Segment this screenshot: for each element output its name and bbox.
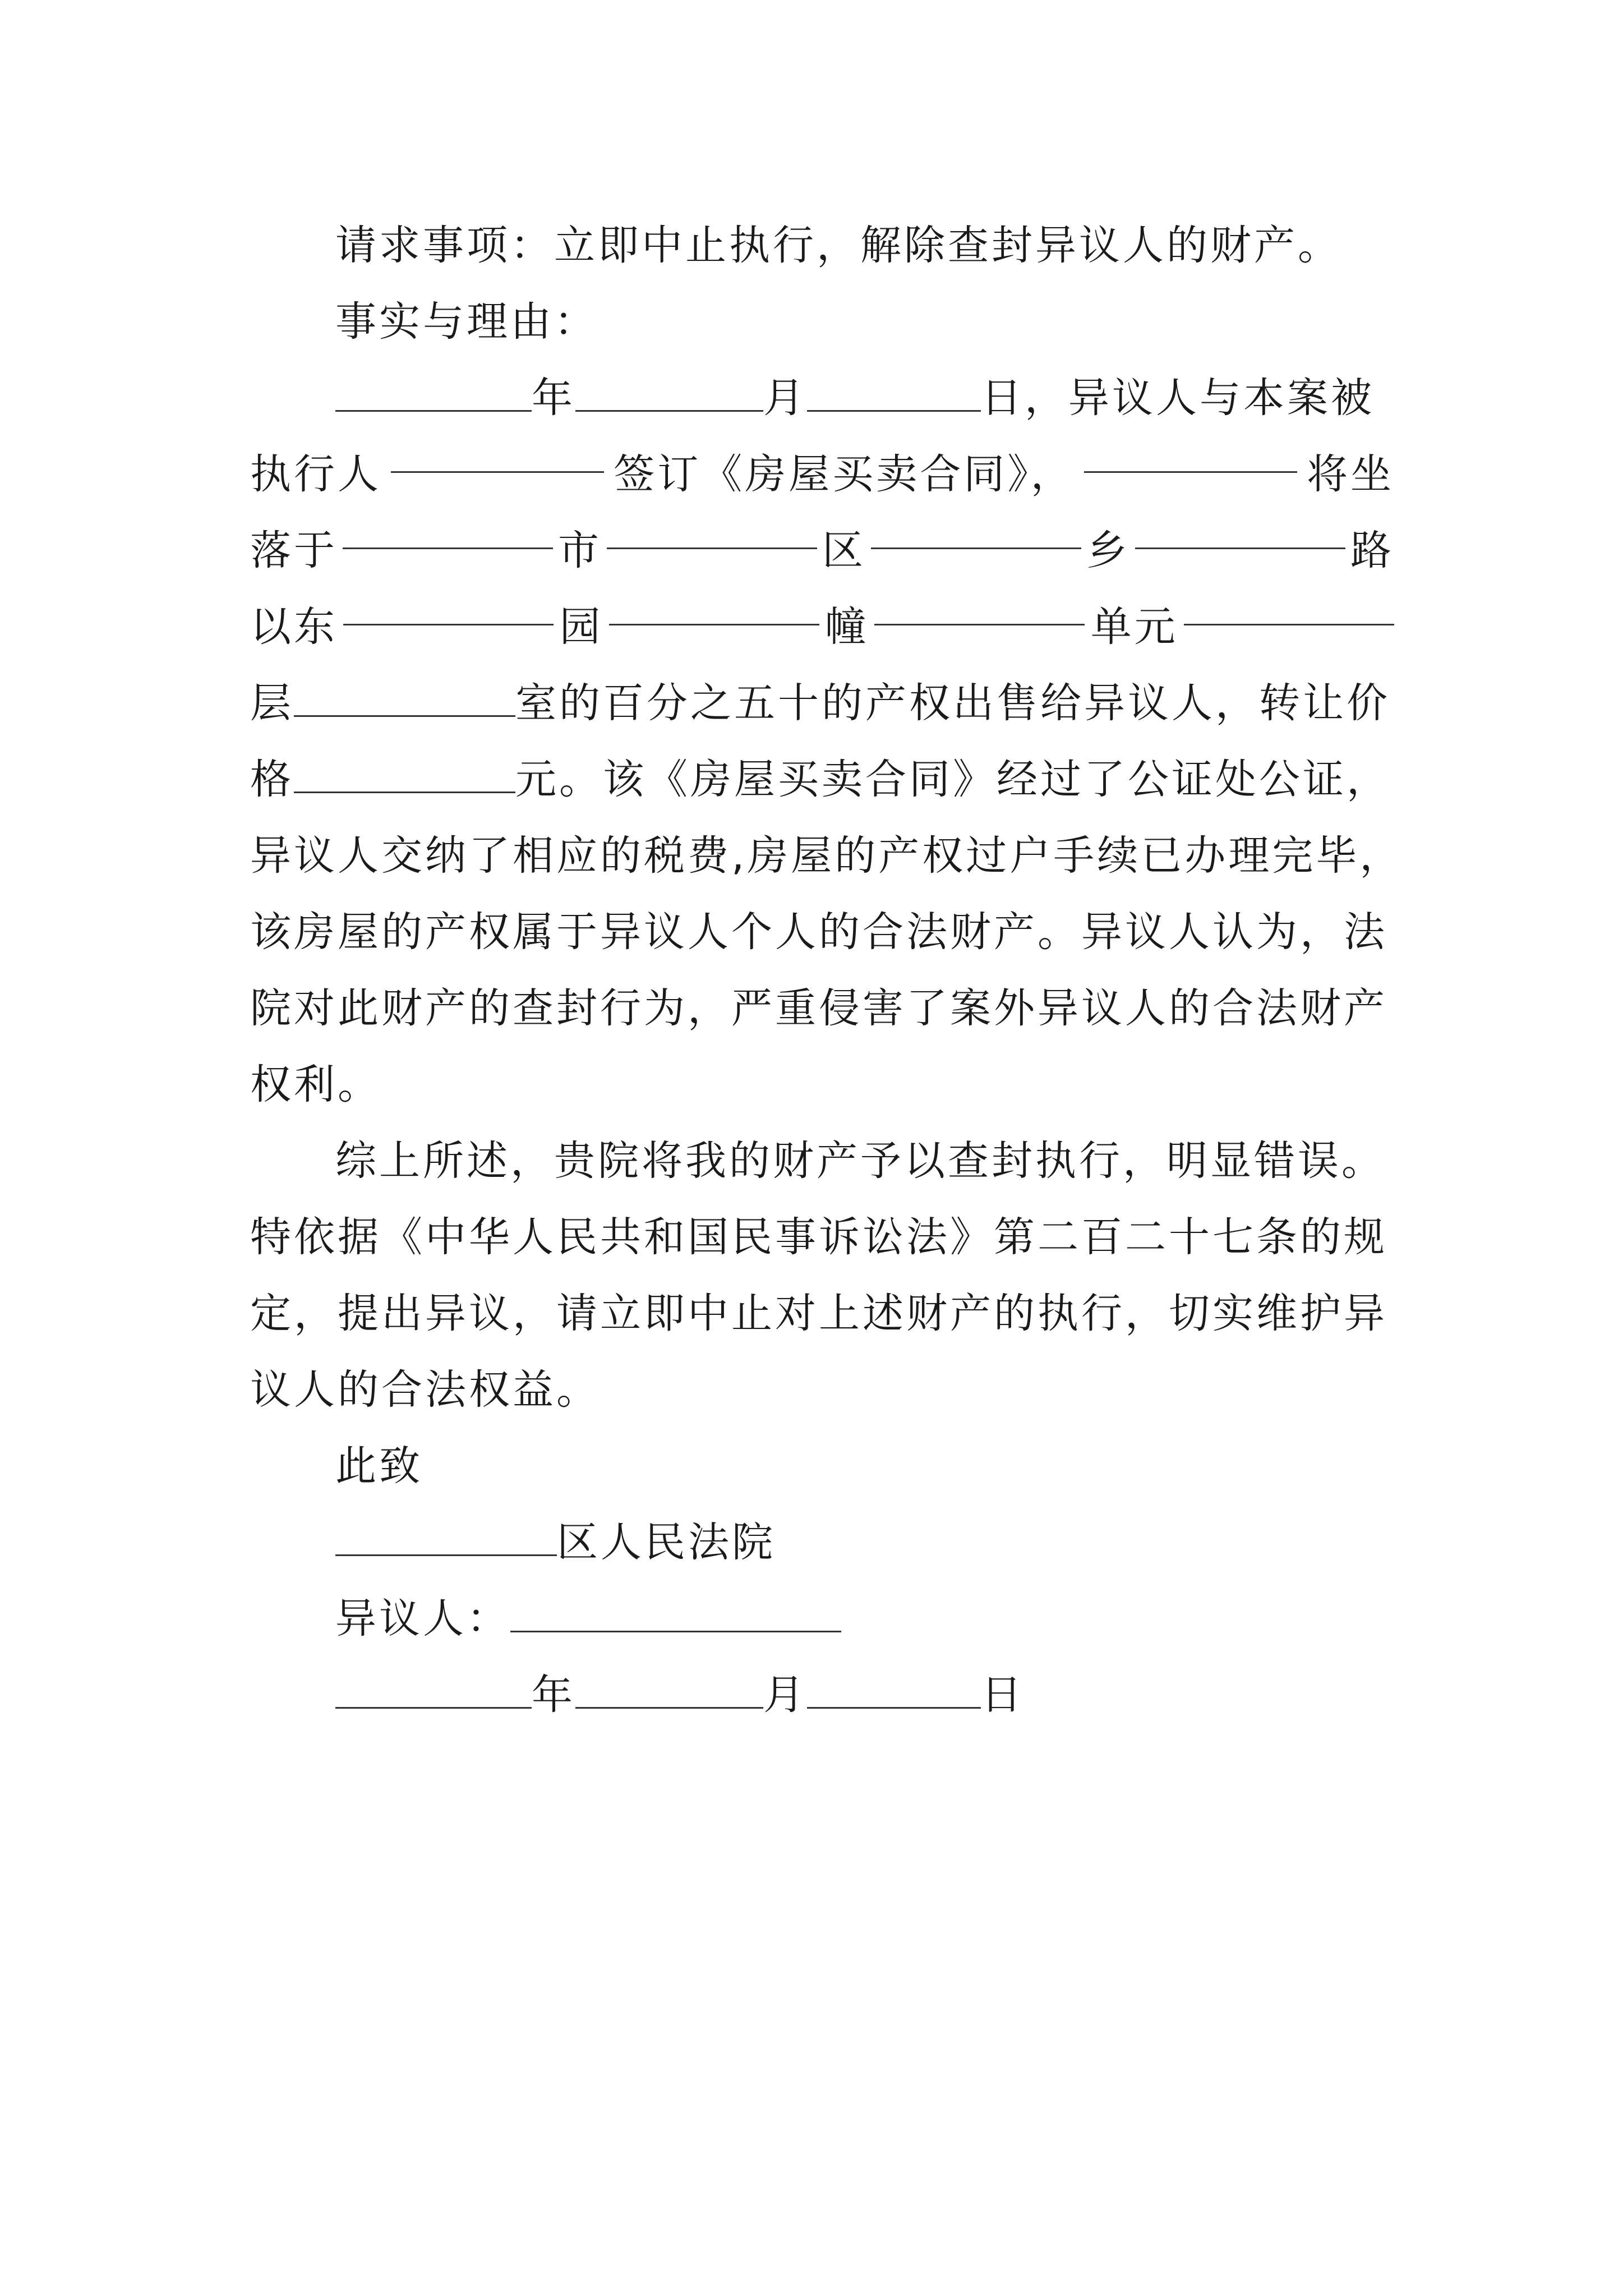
price-blank[interactable] — [294, 757, 515, 793]
unit-blank[interactable] — [874, 589, 1085, 625]
closing-salutation: 此致 — [335, 1442, 423, 1490]
township-blank[interactable] — [871, 513, 1081, 549]
facts-line-5: 层 室的百分之五十的产权出售给异议人，转让价 — [250, 679, 1390, 727]
sign-month-blank[interactable] — [575, 1672, 763, 1709]
facts-line-2: 执行人 签订《房屋买卖合同》， 将坐 — [250, 436, 1394, 513]
executee-blank[interactable] — [391, 436, 604, 473]
objector-line: 异议人： — [250, 1581, 1394, 1657]
room-blank[interactable] — [294, 680, 515, 717]
road-blank[interactable] — [1135, 513, 1345, 549]
conclusion-line-4: 议人的合法权益。 — [250, 1366, 600, 1414]
conclusion-line-2: 特依据《中华人民共和国民事诉讼法》第二百二十七条的规 — [250, 1213, 1387, 1261]
court-name-blank[interactable] — [335, 1520, 557, 1556]
document-body — [250, 208, 1404, 1733]
floor-blank[interactable] — [1184, 589, 1394, 625]
court-line: 区人民法院 — [250, 1504, 1394, 1581]
seller-blank[interactable] — [1084, 436, 1297, 473]
facts-line-4: 以东 园 幢 单元 — [250, 589, 1394, 665]
request-line: 请求事项：立即中止执行，解除查封异议人的财产。 — [335, 222, 1341, 269]
conclusion-line-1: 综上所述，贵院将我的财产予以查封执行，明显错误。 — [335, 1137, 1385, 1185]
facts-line-10: 权利。 — [250, 1061, 381, 1108]
facts-line-1: 年 月 日，异议人与本案被 — [250, 360, 1394, 436]
objector-signature-blank[interactable] — [510, 1596, 841, 1632]
year-blank[interactable] — [335, 375, 532, 412]
garden-blank[interactable] — [343, 589, 554, 625]
facts-line-8: 该房屋的产权属于异议人个人的合法财产。异议人认为，法 — [250, 908, 1387, 956]
facts-line-6: 格 元。该《房屋买卖合同》经过了公证处公证， — [250, 756, 1390, 803]
facts-line-9: 院对此财产的查封行为，严重侵害了案外异议人的合法财产 — [250, 984, 1387, 1032]
sign-day-blank[interactable] — [807, 1672, 981, 1709]
facts-heading: 事实与理由： — [335, 298, 598, 346]
date-line: 年 月 日 — [250, 1657, 1394, 1733]
city-blank[interactable] — [343, 513, 553, 549]
conclusion-line-3: 定，提出异议，请立即中止对上述财产的执行，切实维护异 — [250, 1290, 1387, 1337]
building-blank[interactable] — [609, 589, 819, 625]
sign-year-blank[interactable] — [335, 1672, 532, 1709]
facts-line-3: 落于 市 区 乡 路 — [250, 513, 1394, 589]
month-blank[interactable] — [575, 375, 763, 412]
facts-line-7: 异议人交纳了相应的税费,房屋的产权过户手续已办理完毕， — [250, 832, 1404, 880]
district-blank[interactable] — [607, 513, 817, 549]
day-blank[interactable] — [807, 375, 981, 412]
